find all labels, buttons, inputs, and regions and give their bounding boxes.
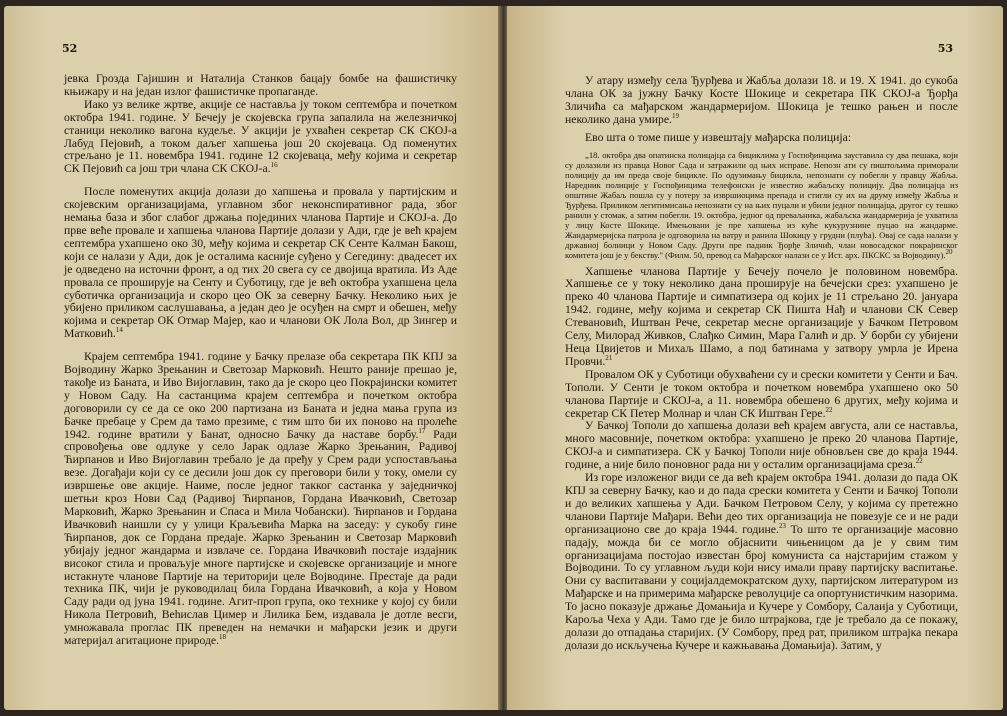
page-number: 52 (62, 42, 78, 55)
right-page (507, 6, 1003, 710)
footnote-ref: 22 (825, 405, 833, 414)
paragraph: Крајем септембра 1941. године у Бачку прелазе оба секретара ПК КПЈ за Војводину Жарко Зрењанин и Светозар Марковић. Нешто раније прешао је, такође из Баната, и Иво Вијоглавин, тако да је скоро цео Покрајински комитет у Новом Саду. На састанцима крајем септембра и почетком октобра договорили су се да се око 200 партизана из Баната и једна мања група из Бачке пребаце у Срем да тамо презиме, с тим што би их поново на пролеће 1942. године вратили у Банат, односно Бачку да наставе борбу.$^{17}$ Ради спровођења ове одлуке у село Јарак одлазе Жарко Зрењанин, Радивој Ћирпанов и Иво Вијоглавин требало је да пређу у Срем ради успостављања везе. Догађаји који су се десили још док су преговори били у току, омели су извршење ове акције. Наиме, после једног такког састанка у заједничкој шетњи кроз Нови Сад (Радивој Ћирпанов, Гордана Ивачковић, Светозар Марковић, Жарко Зрењанин и Спаса и Мила Чобански). Ћирпанов и Гордана Ивачковић наишли су у улици Краљевића Марка на заседу: у сукобу гине Ћирпанов, док се Гордана предаје. Жарко Зрењанин и Светозар Марковић убијају једног жандарма и извлаче се. Гордана Ивачковић постаје издајник високог стила и проваљује многе партијске и скојевске организације и многе истакнуте чланове Партије на територији целе Војводине. Престаје да ради техника ПК, чији је руководилац била Гордана Ивачковић, а која у Новом Саду ради од јуна 1941. године. Агит-проп група, око технике у којој су били Никола Петровић, Веһислав Цимер и Лилика Бем, издавала је дотле весги, умножавала проглас ПК преведен на немачки и мађарски језик и други материјал агитационе природе.$^{18}$ (64, 350, 458, 648)
footnote-ref: 23 (778, 521, 786, 530)
paragraph: Хапшење чланова Партије у Бечеју почело је половином новембра. Хапшење се у току неколико дана проширује на бечејски срез: ухапшено је преко 40 чланова Партије и симпатизера од којих је 11 стрељано 20. јануара 1942. године, међу којима и секретар СК Пишта Нађ и чланови СК Север Стевановић, Иштван Рече, секретар месне организације у Бачком Петровом Селу, Милорад Живков, Слађко Симин, Мара Галић и др. У борби су убијени Неца Цвијетов и Михаљ Шамо, а под батинама у затвору умрла је Ирена Провчи.$^{21}$ (565, 264, 958, 368)
footnote-ref: 14 (115, 326, 123, 335)
paragraph: јевка Грозда Гајишин и Наталија Станков бацају бомбе на фашистичку књижару и на један излог фашистичке пропаганде. (64, 72, 457, 98)
paragraph: Ево шта о томе пише у извештају мађарска полиција: (585, 130, 852, 144)
footnote-ref: 16 (270, 161, 278, 170)
left-page-body (64, 73, 457, 648)
footnote-ref: 22 (915, 457, 923, 466)
footnote-ref: 20 (945, 248, 953, 257)
paragraph: Из горе изложеног види се да већ крајем октобра 1941. долази до пада ОК КПЈ за северну Бачку, као и до пада срески комитета у Сенти и Бачкој Тополи и до великих хапшења у Ади. Бачком Петровом Селу, у којима су претежно чланови Партије Мађари. Већи део тих организација не повезује се и не ради организационо све до краја 1944. године.$^{23}$ То што те организације масовно падају, можда би се могло објаснити чињеницом да је у свим тим организацијама постојао известан број комуниста са најстаријим стажом у Војводини. То су углавном људи који нису имали праву партијску васпитање. Они су васпитавани у социјалдемократском духу, партијском литературом из Мађарске и на примерима мађарске револуције са опортунистичким назорима. То јасно показује држање Домањија и Кучере у Сомбору, Салаија у Суботици, Карољa Чеха у Ади. Тамо где је било штрајкова, где је требало да се покажу, долази до отпадања старијих. (У Сомбору, пред рат, приликом штрајка пекара долази до искључења Кучере и кажњавања Домањија). Затим, у (565, 471, 958, 652)
page-number: 53 (937, 42, 953, 55)
footnote-ref: 21 (605, 354, 613, 363)
paragraph: У атару између села Ђурђева и Жабља долази 18. и 19. X 1941. до сукоба чланa ОК за јужну Бачку Косте Шокице и секретара ПК СКОЈ-а Ђорђа Зличића са мађарском жандармеријом. Шокица је тешко рањен и после неколико дана умире.$^{19}$ (565, 74, 958, 126)
footnote-ref: 19 (671, 111, 679, 120)
right-page-body (565, 75, 958, 653)
paragraph: Провалом ОК у Суботици обухваћени су и срески комитети у Сенти и Бач. Тополи. У Сенти је током октобра и почетком новембра ухапшено око 50 чланова Партије и СКОЈ-а, а 11. новембра обешено 6 других, међу којима и секретар СК Петер Молнар и члан СК Иштван Гере.$^{22}$ (565, 367, 958, 420)
left-page (4, 6, 500, 710)
paragraph: После поменутих акција долази до хапшења и провала у партијским и скојевским организацијама, углавном због неконспиративног рада, због немања база и због слабог држања појединих чланова Партије и СКОЈ-а. До прве веће провале и хапшења чланова Партије долази у Ади, где је већ крајем септембра ухапшено око 30, међу којима и секретар СК Сенте Калман Бакош, који се налази у Ади, док је осталима касније суђено у Сегедину: двадесет их је одведено на источни фронт, а од тих 20 свега су се двојица вратила. Из Аде провала се проширује на Сенту и Суботицу, где је већ октобра ухапшена цела суботичка организација и скоро цео ОК за северну Бачку. Неколико њих је убијено приликом саслушавања, а један део је осуђен на смрт и обешен, међу којима и секретар ОК Отмар Мајер, као и чланови ОК Лола Вол, др Зингер и Матковић.$^{14}$ (64, 185, 457, 341)
quoted-report: „18. октобра два опатинска полицајца са бициклима у Госпођинцима заустaвила су два пешака, који су долазили из правца Новог Сада и затражили од њих исправе. Непозн ати су пиштољима приморали полицију да им преда своје бицикле. По одузимању бицикла, непознати су побегли у правцу Жабља. Наредник полиције у Госпођинцима телефонски је известио жабаљску полицију. Два полицајца из општине Жабаљ пошла су у потеру за извршиоцима препада и стигли су их на друму између Жабља и Ђурђева. Приликом легитимисања непознати су на њих пуцали и убили једног полицајца, другог су тешко ранили у стомак, а затим побегли. 19. октобра, једног од преваљника, жабаљска жандармерија је ухватила у лицу Косте Шокице. Имењовани је пре хапшења из куће кукурузнинe пуцао на жандарме. Жандармеријска патрола је одговорила на ватру и ранила Шокицу у грудни (плућа). Овај се сада налази у државној болници у Новом Саду. Други пре падник Ђорђе Зличић, члан новосадског покрајинског комитета још је у бекству." (Филм. 50, превод са Мађарског налази се у Ист. арх. ПКСКС за Војводину).$^{20}$ (565, 149, 958, 261)
footnote-ref: 18 (219, 633, 227, 642)
paragraph: У Бачкој Тополи до хапшења долази већ крајем августа, али се настављa, много масовније, почетком октобра: ухапшено је преко 20 чланова Партије, СКОЈ-а и симпатизера. СК у Бачкој Тополи није обновљен све до краја 1944. године, а није било поновног рада ни у осталим организацијама среза.$^{22}$ (565, 419, 958, 472)
paragraph: Иако уз велике жртве, акције се наставља ју током септембра и почетком октобра 1941. године. У Бечеју је скојевска група запалила на железничкој станици неколико вагона кудеље. У акцији је ухваћен секретар СК СКОЈ-а Лабуд Пејовић, а током даљег хапшења још 20 скојеваца. Од поменутих стрељано је 11. новембра 1941. године 12 скојеваца, међу којима и секретар СК Пејовић са још три члана СК СКОЈ-а.$^{16}$ (64, 97, 457, 176)
footnote-ref: 17 (418, 426, 426, 435)
